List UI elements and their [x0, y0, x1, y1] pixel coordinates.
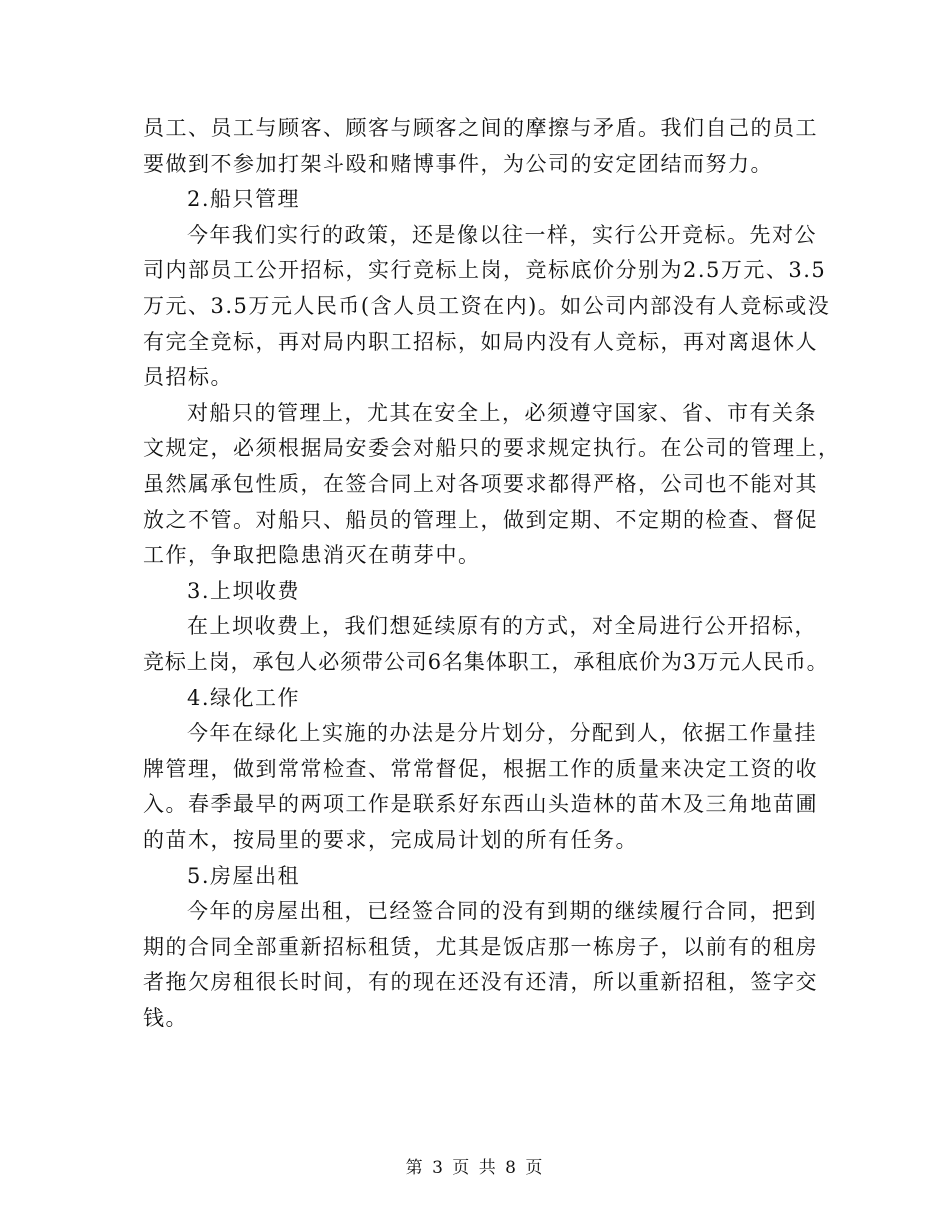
text-line: 者拖欠房租很长时间，有的现在还没有还清，所以重新招租，签字交	[143, 970, 818, 994]
text-line: 今年在绿化上实施的办法是分片划分，分配到人，依据工作量挂	[187, 721, 817, 745]
text-line: 员招标。	[143, 365, 233, 389]
text-line: 万元、3.5万元人民币(含人员工资在内)。如公司内部没有人竞标或没	[143, 294, 831, 318]
text-line: 工作，争取把隐患消灭在萌芽中。	[143, 543, 481, 567]
text-line: 入。春季最早的两项工作是联系好东西山头造林的苗木及三角地苗圃	[143, 792, 818, 816]
text-line: 牌管理，做到常常检查、常常督促，根据工作的质量来决定工资的收	[143, 757, 818, 781]
text-line: 的苗木，按局里的要求，完成局计划的所有任务。	[143, 828, 638, 852]
text-line: 今年的房屋出租，已经签合同的没有到期的继续履行合同，把到	[187, 899, 817, 923]
text-line: 竞标上岗，承包人必须带公司6名集体职工，承租底价为3万元人民币。	[143, 650, 829, 674]
text-line: 对船只的管理上，尤其在安全上，必须遵守国家、省、市有关条	[187, 401, 817, 425]
text-line: 在上坝收费上，我们想延续原有的方式，对全局进行公开招标，	[187, 614, 817, 638]
text-line: 司内部员工公开招标，实行竞标上岗，竞标底价分别为2.5万元、3.5	[143, 258, 827, 282]
section-heading: 5.房屋出租	[187, 864, 301, 888]
section-heading: 4.绿化工作	[187, 686, 301, 710]
text-line: 期的合同全部重新招标租赁，尤其是饭店那一栋房子，以前有的租房	[143, 935, 818, 959]
text-line: 虽然属承包性质，在签合同上对各项要求都得严格，公司也不能对其	[143, 472, 818, 496]
text-line: 放之不管。对船只、船员的管理上，做到定期、不定期的检查、督促	[143, 508, 818, 532]
section-heading: 2.船只管理	[187, 187, 301, 211]
section-heading: 3.上坝收费	[187, 579, 301, 603]
page-number-footer: 第 3 页 共 8 页	[405, 1158, 545, 1178]
text-line: 有完全竞标，再对局内职工招标，如局内没有人竞标，再对离退休人	[143, 330, 818, 354]
text-line: 要做到不参加打架斗殴和赌博事件，为公司的安定团结而努力。	[143, 152, 773, 176]
text-line: 今年我们实行的政策，还是像以往一样，实行公开竞标。先对公	[187, 223, 817, 247]
text-line: 钱。	[143, 1006, 188, 1030]
text-line: 文规定，必须根据局安委会对船只的要求规定执行。在公司的管理上，	[143, 436, 841, 460]
text-line: 员工、员工与顾客、顾客与顾客之间的摩擦与矛盾。我们自己的员工	[143, 116, 818, 140]
